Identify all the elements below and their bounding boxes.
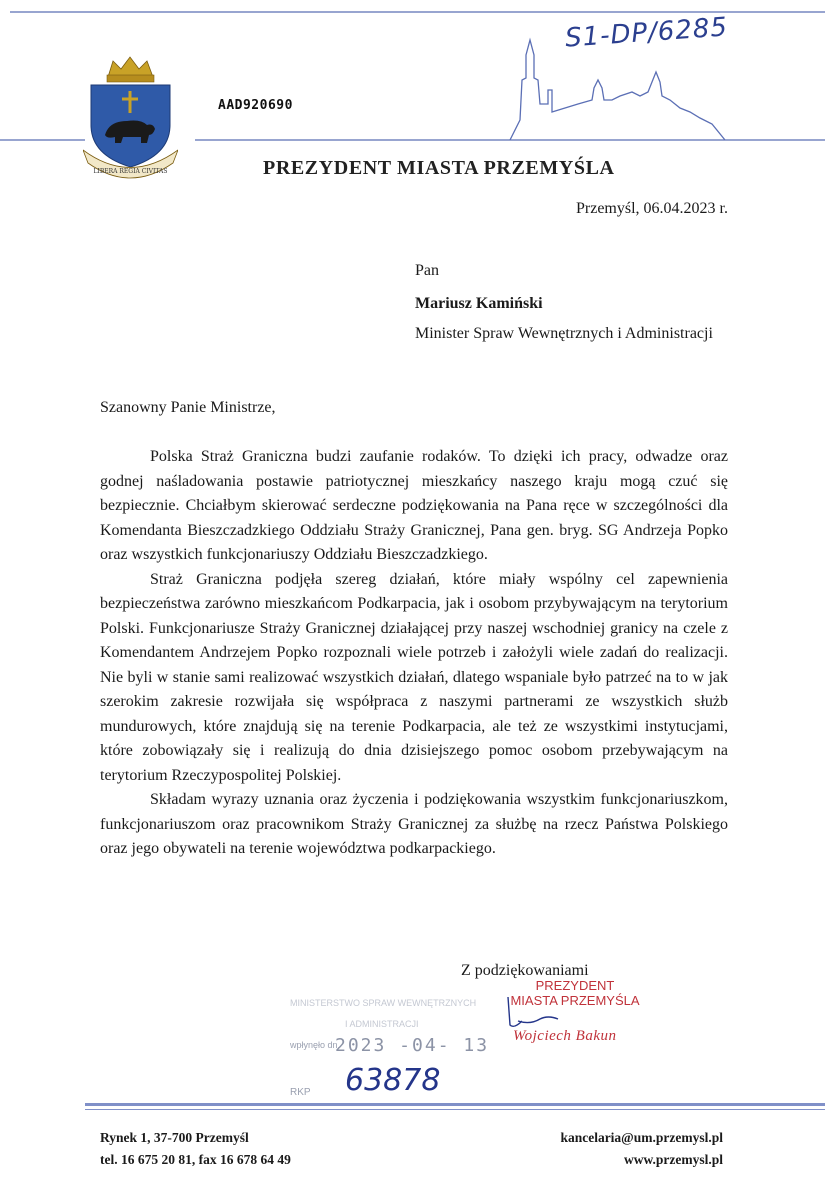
footer-address: Rynek 1, 37-700 Przemyśl — [100, 1130, 249, 1145]
footer-contact-left — [100, 1127, 291, 1171]
footer-website[interactable]: www.przemysl.pl — [624, 1152, 723, 1167]
paragraph-3: Składam wyrazy uznania oraz życzenia i podziękowania wszystkim funkcjonariuszkom, funkcjonariuszom oraz pracownikom Straży Granicznej za służbę na rzecz Państwa Polskiego oraz jego obywateli na terenie województwa podkarpackiego. — [100, 791, 728, 857]
footer-rule-thin — [85, 1109, 825, 1110]
footer-phone: tel. 16 675 20 81, fax 16 678 64 49 — [100, 1152, 291, 1167]
reg-stamp-date: 2023 -04- 13 — [335, 1035, 490, 1056]
salutation: Szanowny Panie Ministrze, — [100, 399, 276, 416]
paragraph-1: Polska Straż Graniczna budzi zaufanie rodaków. To dzięki ich pracy, odwadze oraz godnej naśladowania postawie patriotycznej mieszkańcy naszego kraju mogą czuć się bezpiecznie. Chciałbym skierować serdeczne podziękowania na Pana ręce w szczególności dla Komendanta Bieszczadzkiego Oddziału Straży Granicznej, Pana gen. bryg. SG Andrzeja Popko oraz wszystkich funkcjonariuszy Oddziału Bieszczadzkiego. — [100, 448, 728, 563]
reg-stamp-rkp-label: RKP — [290, 1087, 311, 1098]
recipient-role: Minister Spraw Wewnętrznych i Administracji — [415, 325, 713, 342]
reg-stamp-number: 63878 — [345, 1063, 441, 1098]
president-stamp-line2: MIASTA PRZEMYŚLA — [510, 993, 640, 1008]
letter-body — [100, 445, 728, 862]
reg-stamp-received-label: wpłynęło dn. — [290, 1040, 341, 1050]
city-crest-logo — [83, 55, 178, 180]
footer-rule-thick — [85, 1103, 825, 1106]
document-barcode-number: AAD920690 — [218, 98, 293, 113]
reg-stamp-line1: MINISTERSTWO SPRAW WEWNĘTRZNYCH — [290, 998, 477, 1008]
signer-name: Wojciech Bakun — [513, 1028, 617, 1044]
registration-stamp — [290, 995, 490, 1105]
paragraph-2: Straż Graniczna podjęła szereg działań, które miały wspólny cel zapewnienia bezpieczeństwa zarówno mieszkańcom Podkarpacia, jak i osobom przybywającym na terytorium Polski. Funkcjonariusze Straży Granicznej działającej przy naszej wschodniej granicy na czele z Komendantem Andrzejem Popko rozpoznali wiele potrzeb i założyli wiele zadań do realizacji. Nie byli w stanie sami realizować wszystkich działań, dlatego wspaniale było patrzeć na to w jak szerokim zakresie rozwijała się współpraca z naszymi partnerami ze wszystkich służb mundurowych, które znajdują się na terenie Podkarpacia, ale też ze wszystkimi instytucjami, które zobowiązały się i realizują do dnia dzisiejszego pomoc osobom przebywającym na terytorium Rzeczypospolitej Polskiej. — [100, 570, 728, 784]
footer-email[interactable]: kancelaria@um.przemysl.pl — [560, 1130, 723, 1145]
letterhead-title: PREZYDENT MIASTA PRZEMYŚLA — [263, 157, 615, 179]
footer-contact-right — [560, 1127, 723, 1171]
recipient-title: Pan — [415, 262, 439, 279]
closing-phrase: Z podziękowaniami — [461, 962, 589, 979]
reg-stamp-line2: I ADMINISTRACJI — [345, 1019, 419, 1029]
president-stamp-line1: PREZYDENT — [535, 978, 615, 993]
letter-date: Przemyśl, 06.04.2023 r. — [576, 200, 728, 217]
handwritten-reference: S1-DP/6285 — [564, 12, 729, 54]
crest-motto: LIBERA REGIA CIVITAS — [93, 168, 168, 175]
recipient-name: Mariusz Kamiński — [415, 295, 543, 312]
